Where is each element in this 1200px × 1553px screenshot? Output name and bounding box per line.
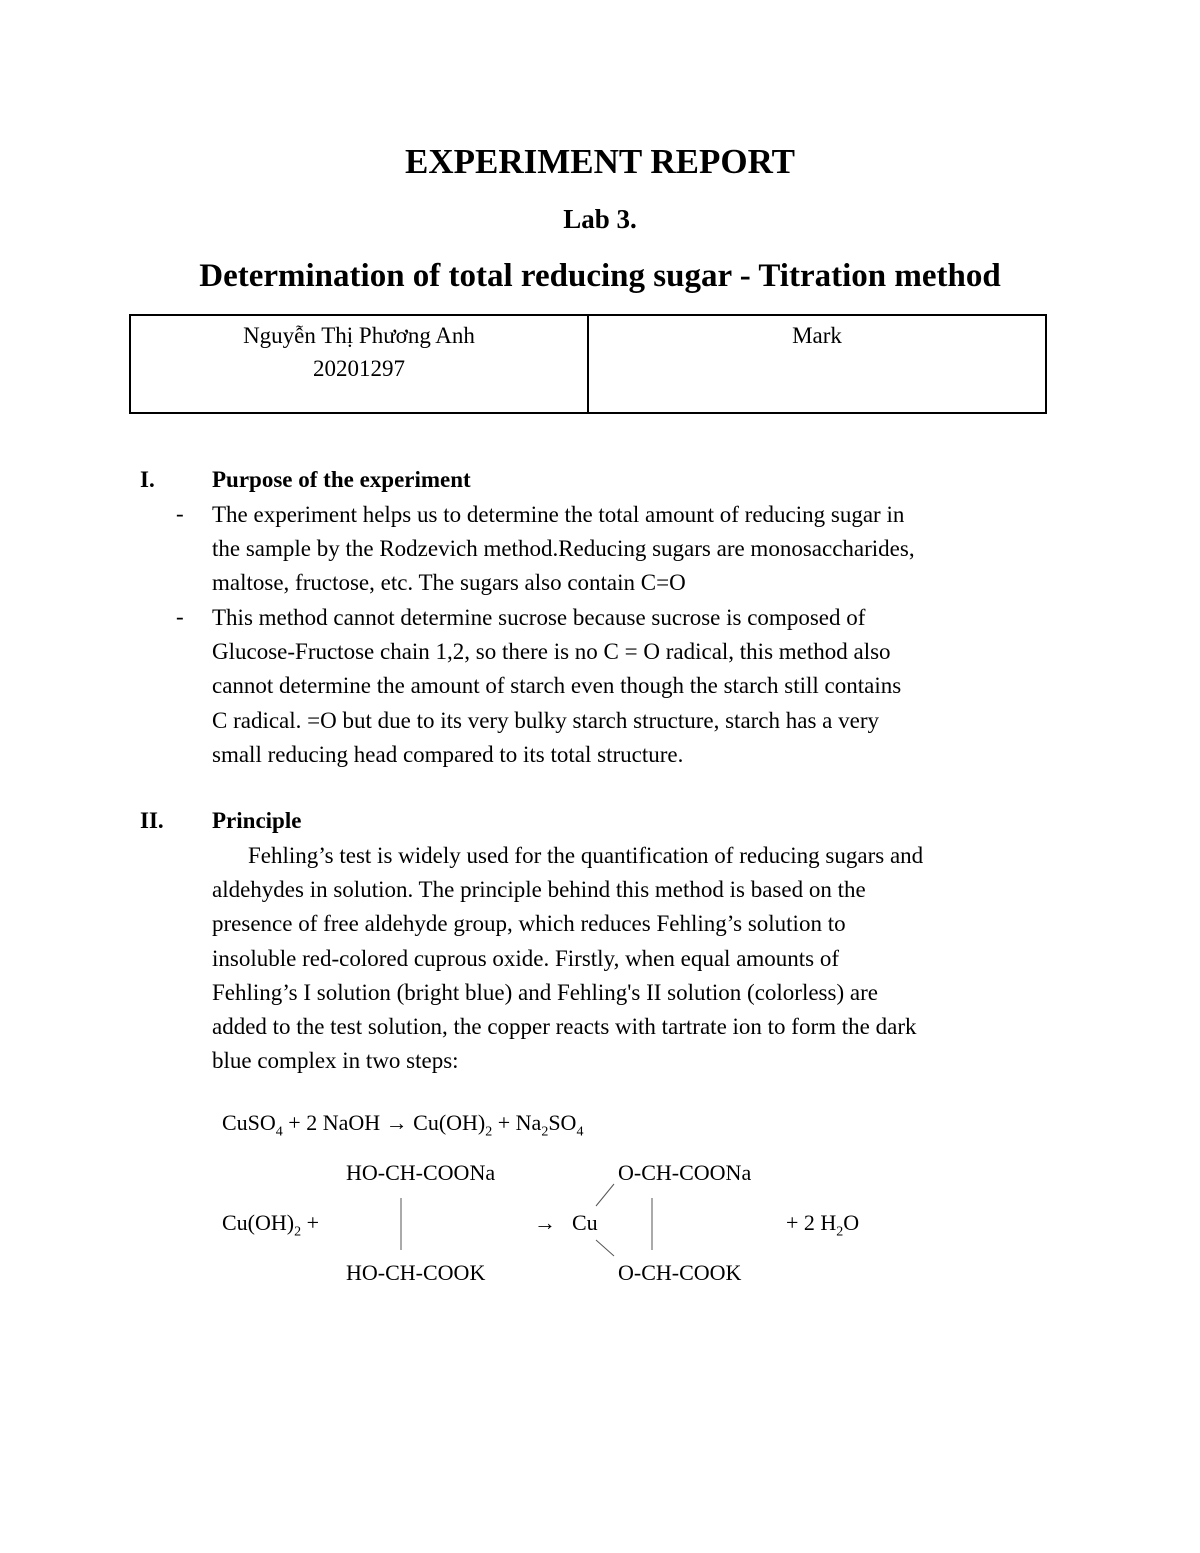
text-line: blue complex in two steps:: [212, 1048, 459, 1074]
text-line: aldehydes in solution. The principle behind this method is based on the: [212, 877, 866, 903]
text-line: This method cannot determine sucrose because sucrose is composed of: [212, 605, 866, 630]
text-line: The experiment helps us to determine the total amount of reducing sugar in: [212, 502, 905, 527]
section-2-title: Principle: [212, 808, 302, 833]
text-line: the sample by the Rodzevich method.Reducing sugars are monosaccharides,: [212, 536, 915, 562]
student-id: 20201297: [313, 356, 405, 381]
section-1-number: I.: [140, 467, 155, 492]
text-line: cannot determine the amount of starch even though the starch still contains: [212, 673, 902, 699]
report-title: EXPERIMENT REPORT: [405, 142, 795, 181]
complex-bottom: O-CH-COOK: [618, 1260, 742, 1285]
eq1-reactant-1: CuSO$_4$: [222, 1110, 283, 1140]
lab-number: Lab 3.: [563, 204, 637, 234]
report-subtitle: Determination of total reducing sugar - Titration method: [199, 258, 1001, 294]
bullet-1-marker: -: [176, 501, 184, 526]
section-1-title: Purpose of the experiment: [212, 467, 471, 492]
eq1-reactant-2: + 2 NaOH: [288, 1110, 381, 1135]
bullet-2-marker: -: [176, 604, 184, 629]
text-line: C radical. =O but due to its very bulky starch structure, starch has a very: [212, 707, 879, 733]
text-line: added to the test solution, the copper reacts with tartrate ion to form the dark: [212, 1014, 917, 1040]
tartrate-bottom: HO-CH-COOK: [346, 1260, 486, 1285]
water-product: + 2 $H_2O$: [786, 1210, 860, 1240]
eq1-arrow: →: [385, 1110, 408, 1135]
complex-top: O-CH-COONa: [618, 1160, 752, 1185]
eq1-product-2: + $Na_2SO_4$: [497, 1110, 584, 1140]
text-line: insoluble red-colored cuprous oxide. Firstly, when equal amounts of: [212, 945, 840, 971]
eq2-arrow: →: [534, 1210, 556, 1235]
text-line: small reducing head compared to its total structure.: [212, 741, 684, 767]
eq1-product-1: $Cu(OH)_2$: [413, 1110, 493, 1140]
cu-o-bottom-bond: [596, 1240, 614, 1256]
student-name: Nguyễn Thị Phương Anh: [243, 323, 475, 348]
copper-hydroxide: $Cu(OH)_2$ +: [222, 1210, 320, 1240]
section-2-number: II.: [140, 808, 164, 833]
text-line: presence of free aldehyde group, which reduces Fehling’s solution to: [212, 911, 846, 937]
cu-o-top-bond: [596, 1184, 614, 1206]
mark-label: Mark: [792, 323, 842, 348]
tartrate-top: HO-CH-COONa: [346, 1160, 496, 1185]
text-line: Fehling’s test is widely used for the quantification of reducing sugars and: [248, 843, 924, 868]
text-line: Glucose-Fructose chain 1,2, so there is no C = O radical, this method also: [212, 639, 891, 665]
text-line: Fehling’s I solution (bright blue) and Fehling's II solution (colorless) are: [212, 979, 878, 1005]
copper-center: Cu: [572, 1210, 598, 1235]
text-line: maltose, fructose, etc. The sugars also contain C=O: [212, 570, 686, 596]
